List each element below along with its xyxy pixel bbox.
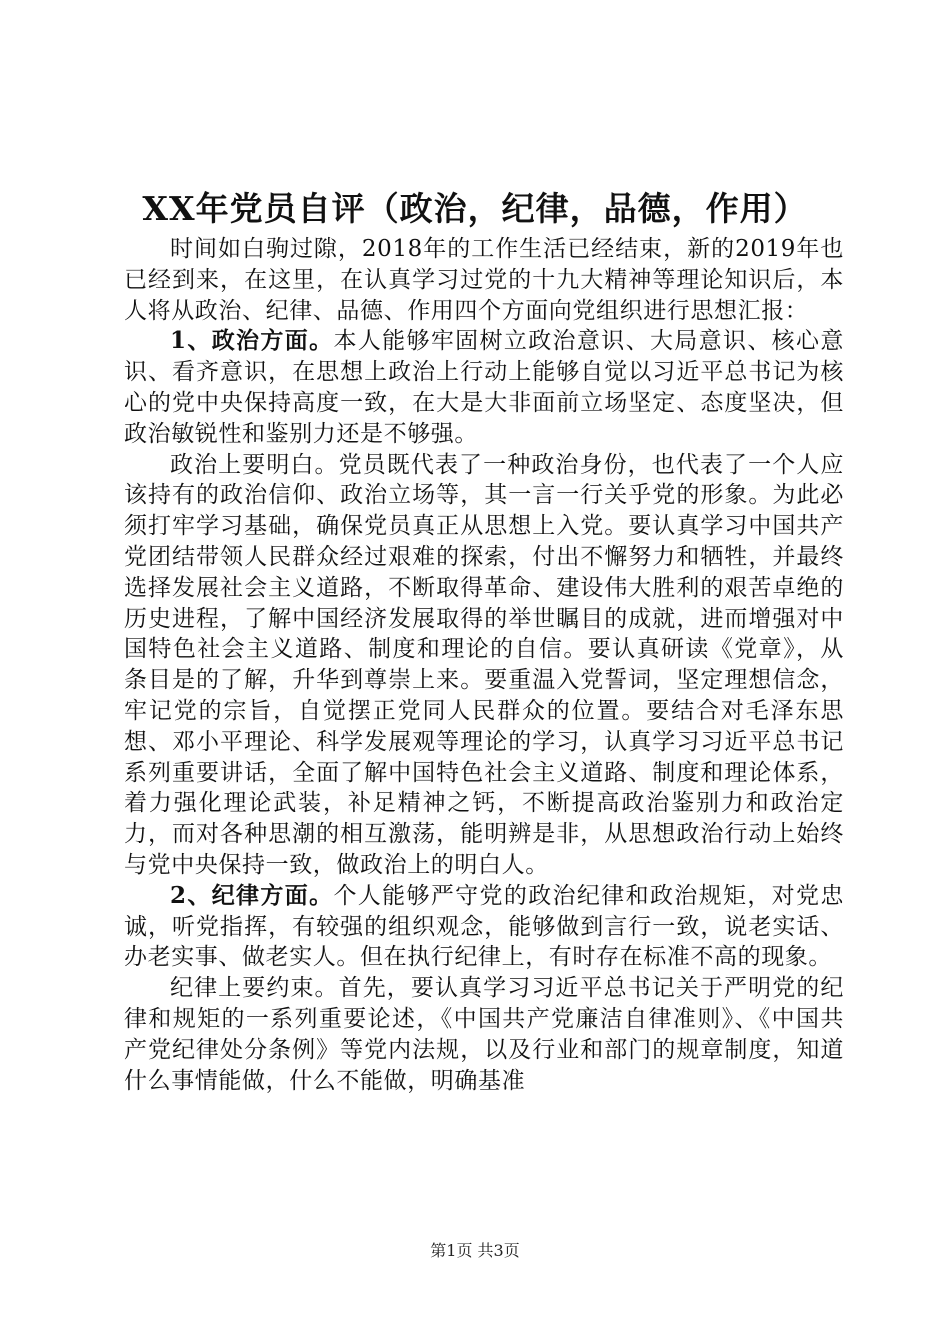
page-number-footer: 第1页 共3页	[430, 1241, 520, 1260]
document-title: XX年党员自评（政治，纪律，品德，作用）	[142, 189, 808, 228]
paragraph-text: 时间如白驹过隙，2018年的工作生活已经结束，新的2019年也已经到来，在这里，在认真学习过党的十九大精神等理论知识后，本人将从政治、纪律、品德、作用四个方面向党组织进行思想汇报：	[124, 236, 844, 324]
paragraph-politics	[124, 326, 844, 449]
section-heading-politics: 1、政治方面。	[170, 327, 334, 355]
paragraph-discipline	[124, 881, 844, 973]
paragraph-politics-detail	[124, 450, 844, 881]
document-body	[124, 234, 844, 1096]
paragraph-text: 本人能够牢固树立政治意识、大局意识、核心意识、看齐意识，在思想上政治上行动上能够自觉以习近平总书记为核心的党中央保持高度一致，在大是大非面前立场坚定、态度坚决，但政治敏锐性和鉴别力还是不够强。	[124, 328, 844, 447]
paragraph-intro	[124, 234, 844, 326]
paragraph-text: 个人能够严守党的政治纪律和政治规矩，对党忠诚，听党指挥，有较强的组织观念，能够做到言行一致，说老实话、办老实事、做老实人。但在执行纪律上，有时存在标准不高的现象。	[124, 882, 844, 971]
paragraph-text: 政治上要明白。党员既代表了一种政治身份，也代表了一个人应该持有的政治信仰、政治立场等，其一言一行关乎党的形象。为此必须打牢学习基础，确保党员真正从思想上入党。要认真学习中国共产党团结带领人民群众经过艰难的探索，付出不懈努力和牺牲，并最终选择发展社会主义道路，不断取得革命、建设伟大胜利的艰苦卓绝的历史进程，了解中国经济发展取得的举世瞩目的成就，进而增强对中国特色社会主义道路、制度和理论的自信。要认真研读《党章》，从条目是的了解，升华到尊崇上来。要重温入党誓词，坚定理想信念，牢记党的宗旨，自觉摆正党同人民群众的位置。要结合对毛泽东思想、邓小平理论、科学发展观等理论的学习，认真学习习近平总书记系列重要讲话，全面了解中国特色社会主义道路、制度和理论体系，着力强化理论武装，补足精神之钙，不断提高政治鉴别力和政治定力，而对各种思潮的相互激荡，能明辨是非，从思想政治行动上始终与党中央保持一致，做政治上的明白人。	[124, 451, 844, 878]
section-heading-discipline: 2、纪律方面。	[170, 881, 334, 909]
paragraph-discipline-detail	[124, 973, 844, 1096]
paragraph-text: 纪律上要约束。首先，要认真学习习近平总书记关于严明党的纪律和规矩的一系列重要论述，《中国共产党廉洁自律准则》、《中国共产党纪律处分条例》等党内法规，以及行业和部门的规章制度，知道什么事情能做，什么不能做，明确基准	[124, 975, 844, 1094]
